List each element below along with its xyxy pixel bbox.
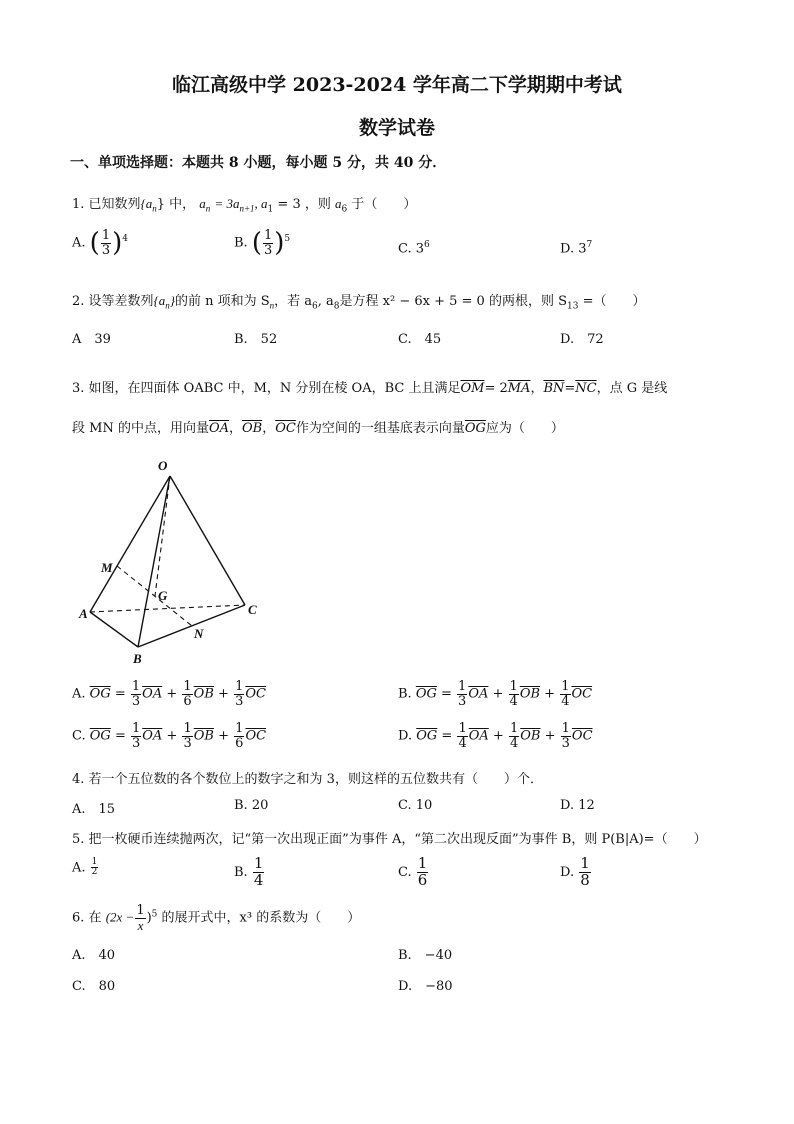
q4-option-a[interactable]: A. 15 bbox=[72, 802, 116, 817]
question-3-line-1: 3. 如图，在四面体 OABC 中，M，N 分别在棱 OA，BC 上且满足$\overline{OM}= 2\overline{MA}$，$\overline{BN}=\overline{NC}$，点 G 是线 bbox=[72, 381, 668, 396]
q4-option-b[interactable]: B. 20 bbox=[234, 798, 269, 813]
question-2: 2. 设等差数列$\{a_n\}$的前 n 项和为 $S_n$，若 $a_6$, $a_8$是方程 x² − 6x + 5 = 0 的两根，则 $S_{13}$ =（ ） bbox=[72, 293, 646, 312]
label-N: N bbox=[194, 626, 204, 641]
q1-option-a[interactable]: A. ( $\frac{1}{3}$ )$^4$ bbox=[72, 227, 128, 258]
q4-option-d[interactable]: D. 12 bbox=[560, 798, 595, 813]
label-O: O bbox=[158, 458, 168, 473]
edge-OC bbox=[170, 476, 245, 605]
question-3-line-2: 段 MN 的中点，用向量$\overline{OA}$，$\overline{OB}$，$\overline{OC}$作为空间的一组基底表示向量$\overline{OG}$应为（ ） bbox=[72, 421, 564, 436]
q3-option-a[interactable]: A. $\overline{OG}$ = $\frac{1}{3}$ $\overline{OA}$ + $\frac{1}{6}$ $\overline{OB}$ + $\frac{1}{3}$ $\overline{OC}$ bbox=[72, 679, 266, 709]
segment-MN bbox=[117, 566, 192, 626]
edge-OB bbox=[138, 476, 170, 647]
q4-option-c[interactable]: C. 10 bbox=[398, 798, 433, 813]
q5-option-d[interactable]: D. $\frac{1}{8}$ bbox=[560, 854, 590, 889]
question-1: 1. 已知数列$\{a_n\}$ 中， $a_n = 3a_{n+1}$, $a_1 = 3$ ，则 $a_6$ 于（ ） bbox=[72, 196, 417, 215]
edge-AB bbox=[90, 612, 138, 647]
question-6: 6. 在 (2x − $\frac{1}{x}$ )$^5$ 的展开式中，x³ 的系数为（ ） bbox=[72, 903, 361, 933]
q2-option-c[interactable]: C. 45 bbox=[398, 332, 442, 347]
section-heading: 一、单项选择题：本题共 8 小题，每小题 5 分，共 40 分． bbox=[70, 155, 447, 171]
q6-option-d[interactable]: D. −80 bbox=[398, 979, 453, 994]
question-5: 5. 把一枚硬币连续抛两次，记“第一次出现正面”为事件 A，“第二次出现反面”为事件 B，则 P(B|A)=（ ） bbox=[72, 832, 707, 847]
label-C: C bbox=[248, 602, 257, 617]
q2-option-d[interactable]: D. 72 bbox=[560, 332, 604, 347]
q2-option-a[interactable]: A 39 bbox=[72, 332, 111, 347]
tetrahedron-figure bbox=[70, 452, 270, 667]
q1-option-c[interactable]: C. $3^6$ bbox=[398, 240, 430, 257]
q5-option-b[interactable]: B. $\frac{1}{4}$ bbox=[234, 854, 264, 889]
q3-option-b[interactable]: B. $\overline{OG}$ = $\frac{1}{3}$ $\overline{OA}$ + $\frac{1}{4}$ $\overline{OB}$ + $\frac{1}{4}$ $\overline{OC}$ bbox=[398, 679, 593, 709]
edge-BC bbox=[138, 605, 245, 647]
q2-option-b[interactable]: B. 52 bbox=[234, 332, 278, 347]
q5-option-c[interactable]: C. $\frac{1}{6}$ bbox=[398, 854, 428, 889]
q6-option-c[interactable]: C. 80 bbox=[72, 979, 116, 994]
q1-option-d[interactable]: D. $3^7$ bbox=[560, 240, 593, 257]
q5-option-a[interactable]: A. $\frac{1}{2}$ bbox=[72, 857, 98, 878]
label-A: A bbox=[79, 606, 88, 621]
q6-option-b[interactable]: B. −40 bbox=[398, 948, 453, 963]
exam-subtitle: 数学试卷 bbox=[358, 117, 435, 139]
q3-option-d[interactable]: D. $\overline{OG}$ = $\frac{1}{4}$ $\overline{OA}$ + $\frac{1}{4}$ $\overline{OB}$ + $\frac{1}{3}$ $\overline{OC}$ bbox=[398, 721, 593, 751]
segment-OG bbox=[155, 476, 170, 596]
q1-option-b[interactable]: B. ( $\frac{1}{3}$ )$^5$ bbox=[234, 227, 291, 258]
label-B: B bbox=[133, 651, 142, 666]
label-M: M bbox=[101, 560, 113, 575]
exam-title: 临江高级中学 2023-2024 学年高二下学期期中考试 bbox=[172, 74, 622, 96]
question-4: 4. 若一个五位数的各个数位上的数字之和为 3，则这样的五位数共有（ ）个． bbox=[72, 772, 543, 787]
q3-option-c[interactable]: C. $\overline{OG}$ = $\frac{1}{3}$ $\overline{OA}$ + $\frac{1}{3}$ $\overline{OB}$ + $\frac{1}{6}$ $\overline{OC}$ bbox=[72, 721, 267, 751]
q6-option-a[interactable]: A. 40 bbox=[72, 948, 116, 963]
label-G: G bbox=[158, 588, 168, 603]
